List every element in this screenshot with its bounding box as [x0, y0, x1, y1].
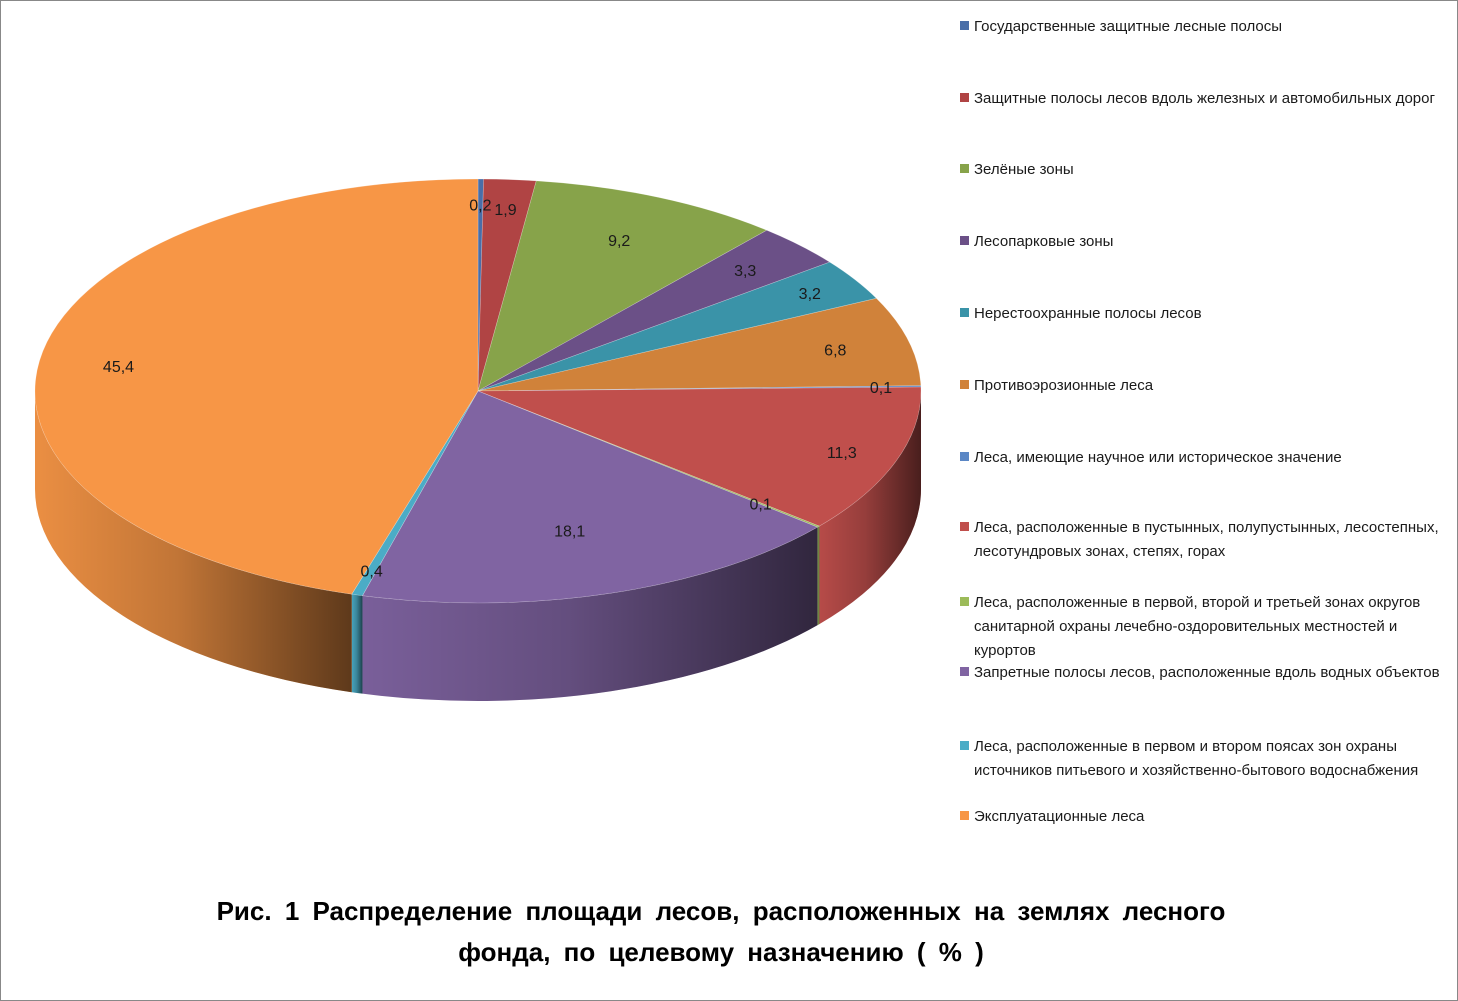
legend-item — [956, 446, 1446, 470]
legend-marker — [960, 308, 969, 317]
legend-label: Государственные защитные лесные полосы — [974, 18, 1283, 35]
legend-item — [956, 15, 1446, 39]
legend-label: Противоэрозионные леса — [974, 377, 1154, 394]
legend-label: Эксплуатационные леса — [974, 808, 1145, 825]
data-label-10: 18,1 — [554, 523, 586, 541]
legend-marker — [960, 164, 969, 173]
legend-marker — [960, 667, 969, 676]
legend-label: Лесопарковые зоны — [974, 233, 1114, 250]
legend-item — [956, 805, 1446, 829]
legend-label: Защитные полосы лесов вдоль железных и автомобильных дорог — [974, 90, 1435, 107]
pie-chart — [1, 1, 1458, 1001]
figure-caption — [111, 891, 1331, 973]
legend-label: Леса, расположенные в пустынных, полупустынных, лесостепных, лесотундровых зонах, степях, горах — [974, 519, 1439, 560]
legend-item — [956, 661, 1446, 685]
legend-item — [956, 87, 1446, 111]
legend-marker — [960, 741, 969, 750]
legend-label: Леса, имеющие научное или историческое значение — [974, 449, 1342, 466]
legend-label: Запретные полосы лесов, расположенные вдоль водных объектов — [974, 664, 1440, 681]
caption-line-2: фонда, по целевому назначению ( % ) — [458, 937, 984, 967]
data-label-12: 45,4 — [102, 359, 135, 376]
legend-item — [956, 158, 1446, 182]
pie-side-shade-11 — [352, 594, 363, 693]
data-label-5: 3,2 — [798, 286, 821, 303]
data-label-2: 1,9 — [494, 202, 517, 220]
data-label-8: 11,3 — [826, 444, 857, 462]
legend-item — [956, 735, 1446, 783]
legend-marker — [960, 236, 969, 245]
legend-marker — [960, 597, 969, 606]
data-label-11: 0,4 — [360, 563, 383, 581]
data-label-3: 9,2 — [608, 233, 631, 251]
legend-item — [956, 230, 1446, 254]
legend-item — [956, 302, 1446, 326]
legend-marker — [960, 93, 969, 102]
legend-marker — [960, 380, 969, 389]
legend-item — [956, 516, 1446, 564]
legend-label: Леса, расположенные в первом и втором поясах зон охраны источников питьевого и хозяйственно-бытового водоснабжения — [974, 738, 1419, 779]
legend-label: Нерестоохранные полосы лесов — [974, 305, 1202, 322]
pie-side-shade-9 — [818, 526, 820, 625]
data-label-4: 3,3 — [734, 263, 757, 281]
legend-marker — [960, 522, 969, 531]
legend-marker — [960, 21, 969, 30]
legend-item — [956, 374, 1446, 398]
data-label-1: 0,2 — [469, 197, 492, 215]
legend-label: Зелёные зоны — [974, 161, 1074, 178]
legend-marker — [960, 452, 969, 461]
data-label-9: 0,1 — [749, 496, 772, 514]
legend-marker — [960, 811, 969, 820]
data-label-6: 6,8 — [824, 342, 847, 360]
data-label-7: 0,1 — [869, 379, 893, 397]
legend-item — [956, 591, 1446, 663]
caption-line-1: Рис. 1 Распределение площади лесов, расположенных на землях лесного — [216, 896, 1226, 926]
legend-label: Леса, расположенные в первой, второй и третьей зонах округов санитарной охраны лечебно-оздоровительных местностей и курортов — [974, 594, 1421, 659]
